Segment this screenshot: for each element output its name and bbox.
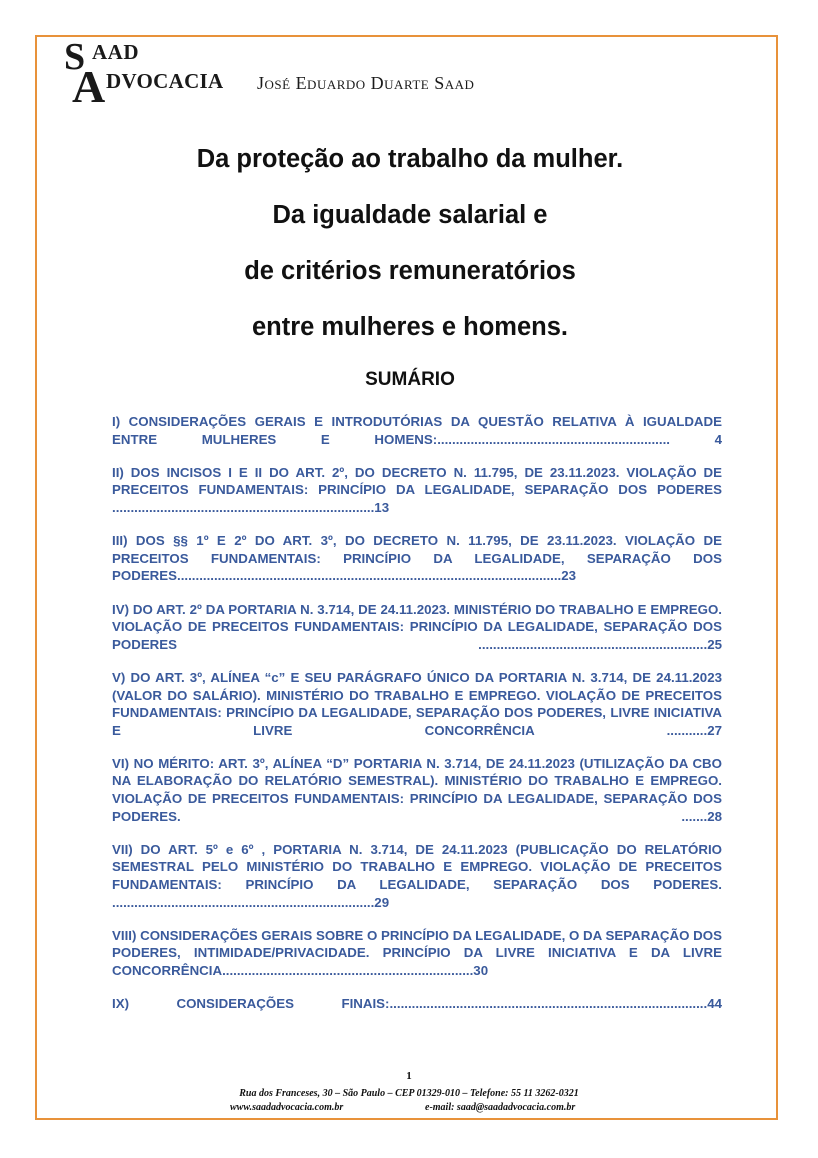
toc-entry-text: I) CONSIDERAÇÕES GERAIS E INTRODUTÓRIAS DA QUESTÃO RELATIVA À IGUALDADE ENTRE MULHERES E HOMENS: — [112, 414, 722, 447]
toc-leader-dots: ...................................................................................... — [389, 996, 708, 1012]
toc-entry-text: III) DOS §§ 1º E 2º DO ART. 3º, DO DECRETO N. 11.795, DE 23.11.2023. VIOLAÇÃO DE PRECEITOS FUNDAMENTAIS: PRINCÍPIO DA LEGALIDADE, SEPARAÇÃO DOS PODERES — [112, 533, 722, 584]
title-line: Da proteção ao trabalho da mulher. — [196, 145, 624, 173]
toc-entry-text: VIII) CONSIDERAÇÕES GERAIS SOBRE O PRINCÍPIO DA LEGALIDADE, O DA SEPARAÇÃO DOS PODERES, INTIMIDADE/PRIVACIDADE. PRINCÍPIO DA LIVRE INICIATIVA E DA LIVRE CONCORRÊNCIA — [112, 927, 722, 978]
document-title — [60, 143, 760, 367]
toc-entry-3[interactable] — [112, 532, 722, 585]
toc-page-number: 28 — [707, 808, 722, 824]
toc-entry-4[interactable] — [112, 601, 722, 654]
toc-page-number: 4 — [714, 431, 722, 447]
toc-entry-7[interactable] — [112, 841, 722, 911]
lawyer-name: José Eduardo Duarte Saad — [257, 73, 475, 93]
toc-page-number: 13 — [374, 499, 390, 515]
toc-entry-8[interactable] — [112, 927, 722, 980]
toc-leader-dots: .................................................................... — [222, 963, 474, 978]
logo-letters-aad: AAD — [92, 40, 139, 64]
toc-page-number: 30 — [473, 963, 489, 978]
toc-leader-dots: ........................................................................................................ — [177, 568, 562, 584]
table-of-contents — [112, 413, 722, 1028]
toc-page-number: 27 — [707, 722, 722, 738]
toc-entry-text: VII) DO ART. 5º e 6º , PORTARIA N. 3.714, DE 24.11.2023 (PUBLICAÇÃO DO RELATÓRIO SEMESTRAL PELO MINISTÉRIO DO TRABALHO E EMPREGO. VIOLAÇÃO DE PRECEITOS FUNDAMENTAIS: PRINCÍPIO DA LEGALIDADE, SEPARAÇÃO DOS PODERES. — [112, 841, 722, 893]
title-line: entre mulheres e homens. — [251, 313, 569, 341]
toc-page-number: 44 — [707, 996, 722, 1012]
summary-heading: SUMÁRIO — [365, 369, 455, 390]
logo-letters-dvocacia: DVOCACIA — [106, 69, 224, 93]
toc-page-number: 29 — [374, 894, 390, 910]
toc-entry-6[interactable] — [112, 755, 722, 825]
toc-leader-dots: ........... — [666, 722, 708, 738]
toc-entry-5[interactable] — [112, 669, 722, 739]
title-line: Da igualdade salarial e — [272, 201, 548, 229]
toc-leader-dots: ............................................................... — [437, 431, 670, 447]
page-number: 1 — [406, 1070, 412, 1082]
toc-entry-text: II) DOS INCISOS I E II DO ART. 2º, DO DECRETO N. 11.795, DE 23.11.2023. VIOLAÇÃO DE PRECEITOS FUNDAMENTAIS: PRINCÍPIO DA LEGALIDADE, SEPARAÇÃO DOS PODERES — [112, 464, 722, 498]
toc-page-number: 25 — [707, 636, 722, 652]
toc-leader-dots: .............................................................. — [478, 636, 708, 652]
toc-entry-1[interactable] — [112, 413, 722, 448]
toc-entry-2[interactable] — [112, 464, 722, 517]
footer-address: Rua dos Franceses, 30 – São Paulo – CEP 01329-010 – Telefone: 55 11 3262-0321 — [239, 1088, 579, 1099]
footer-email[interactable]: e-mail: saad@saadadvocacia.com.br — [425, 1102, 576, 1113]
footer-website[interactable]: www.saadadvocacia.com.br — [230, 1102, 344, 1113]
saad-advocacia-logo — [62, 38, 532, 110]
logo-letter-a: A — [72, 61, 106, 112]
title-line: de critérios remuneratórios — [244, 257, 576, 285]
logo-letter-s: S — [64, 36, 86, 78]
toc-leader-dots: ....... — [681, 808, 708, 824]
toc-entry-text: V) DO ART. 3º, ALÍNEA “c” E SEU PARÁGRAFO ÚNICO DA PORTARIA N. 3.714, DE 24.11.2023 (VALOR DO SALÁRIO). MINISTÉRIO DO TRABALHO E EMPREGO. VIOLAÇÃO DE PRECEITOS FUNDAMENTAIS: PRINCÍPIO DA LEGALIDADE, SEPARAÇÃO DOS PODERES, LIVRE INICIATIVA E LIVRE CONCORRÊNCIA — [112, 669, 722, 738]
toc-entry-text: VI) NO MÉRITO: ART. 3º, ALÍNEA “D” PORTARIA N. 3.714, DE 24.11.2023 (UTILIZAÇÃO DA CBO NA ELABORAÇÃO DO RELATÓRIO SEMESTRAL). MINISTÉRIO DO TRABALHO E EMPREGO. VIOLAÇÃO DE PRECEITOS FUNDAMENTAIS: PRINCÍPIO DA LEGALIDADE, SEPARAÇÃO DOS PODERES. — [112, 755, 722, 824]
toc-entry-9[interactable] — [112, 995, 722, 1013]
toc-entry-text: IV) DO ART. 2º DA PORTARIA N. 3.714, DE 24.11.2023. MINISTÉRIO DO TRABALHO E EMPREGO. VIOLAÇÃO DE PRECEITOS FUNDAMENTAIS: PRINCÍPIO DA LEGALIDADE, SEPARAÇÃO DOS PODERES — [112, 601, 722, 652]
toc-entry-text: IX) CONSIDERAÇÕES FINAIS: — [112, 996, 390, 1012]
toc-leader-dots: ....................................................................... — [112, 894, 375, 910]
toc-leader-dots: ....................................................................... — [112, 499, 375, 515]
toc-page-number: 23 — [561, 568, 577, 584]
